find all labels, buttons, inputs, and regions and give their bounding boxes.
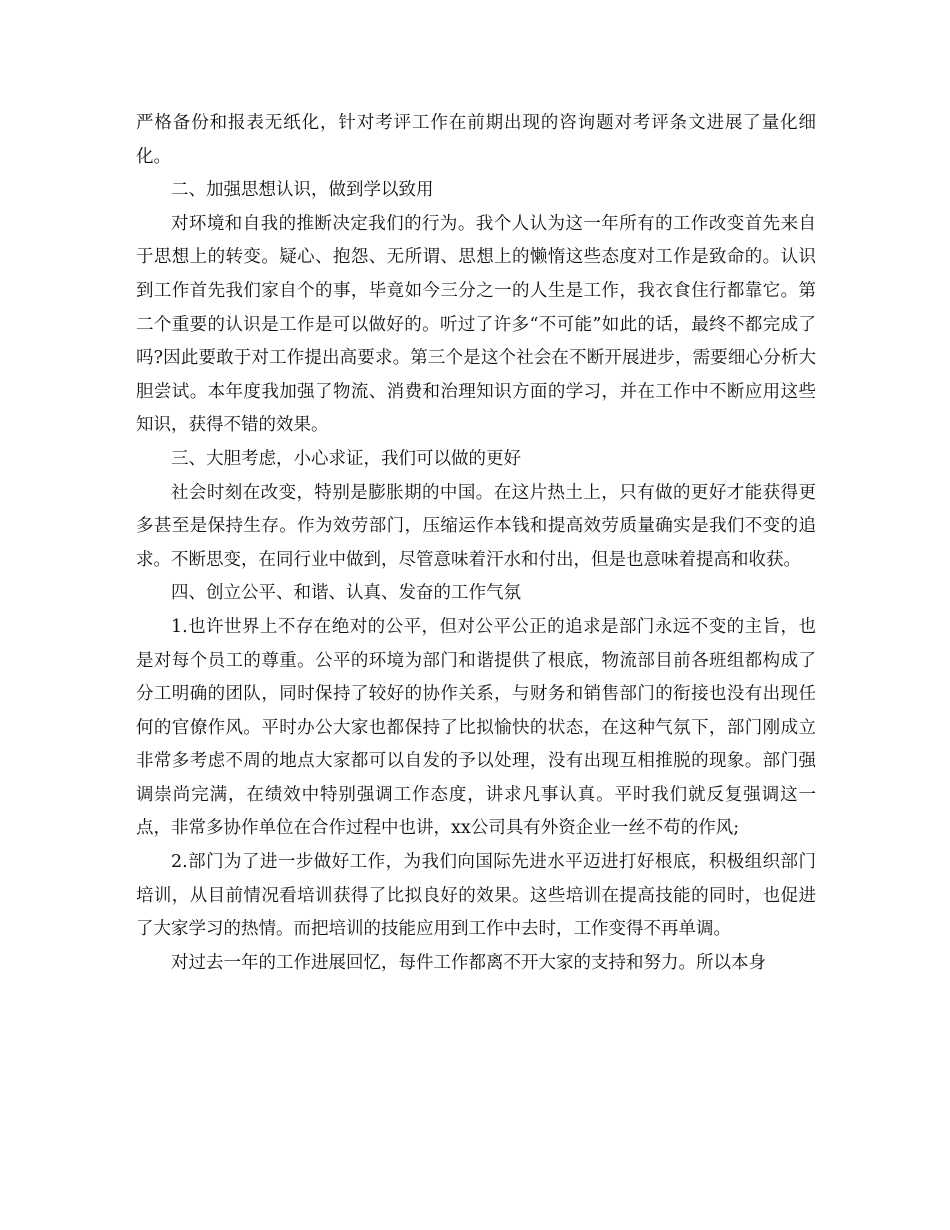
numbered-paragraph-1: 1.也许世界上不存在绝对的公平，但对公平公正的追求是部门永远不变的主旨，也是对每个员工的尊重。公平的环境为部门和谐提供了根底，物流部目前各班组都构成了分工明确的团队，同时保持了较好的协作关系，与财务和销售部门的衔接也没有出现任何的官僚作风。平时办公大家也都保持了比拟愉快的状态，在这种气氛下，部门刚成立非常多考虑不周的地点大家都可以自发的予以处理，没有出现互相推脱的现象。部门强调崇尚完满，在绩效中特别强调工作态度，讲求凡事认真。平时我们就反复强调这一点，非常多协作单位在合作过程中也讲，xx公司具有外资企业一丝不苟的作风; — [136, 616, 816, 839]
body-paragraph: 社会时刻在改变，特别是膨胀期的中国。在这片热土上，只有做的更好才能获得更多甚至是保持生存。作为效劳部门，压缩运作本钱和提高效劳质量确实是我们不变的追求。不断思变，在同行业中做到，尽管意味着汗水和付出，但是也意味着提高和收获。 — [136, 482, 816, 570]
section-heading-2: 二、加强思想认识，做到学以致用 — [171, 180, 434, 201]
body-paragraph-continuation: 严格备份和报表无纸化，针对考评工作在前期出现的咨询题对考评条文进展了量化细化。 — [136, 113, 816, 167]
body-paragraph-closing: 对过去一年的工作进展回忆，每件工作都离不开大家的支持和努力。所以本身 — [171, 952, 766, 973]
section-heading-4: 四、创立公平、和谐、认真、发奋的工作气氛 — [171, 583, 521, 604]
document-body — [136, 107, 816, 980]
numbered-paragraph-2: 2.部门为了进一步做好工作，为我们向国际先进水平迈进打好根底，积极组织部门培训，从目前情况看培训获得了比拟良好的效果。这些培训在提高技能的同时，也促进了大家学习的热情。而把培训的技能应用到工作中去时，工作变得不再单调。 — [136, 852, 816, 940]
section-heading-3: 三、大胆考虑，小心求证，我们可以做的更好 — [171, 448, 521, 469]
body-paragraph: 对环境和自我的推断决定我们的行为。我个人认为这一年所有的工作改变首先来自于思想上的转变。疑心、抱怨、无所谓、思想上的懒惰这些态度对工作是致命的。认识到工作首先我们家自个的事，毕竟如今三分之一的人生是工作，我衣食住行都靠它。第二个重要的认识是工作是可以做好的。听过了许多“不可能”如此的话，最终不都完成了吗?因此要敢于对工作提出高要求。第三个是这个社会在不断开展进步，需要细心分析大胆尝试。本年度我加强了物流、消费和治理知识方面的学习，并在工作中不断应用这些知识，获得不错的效果。 — [136, 213, 816, 436]
